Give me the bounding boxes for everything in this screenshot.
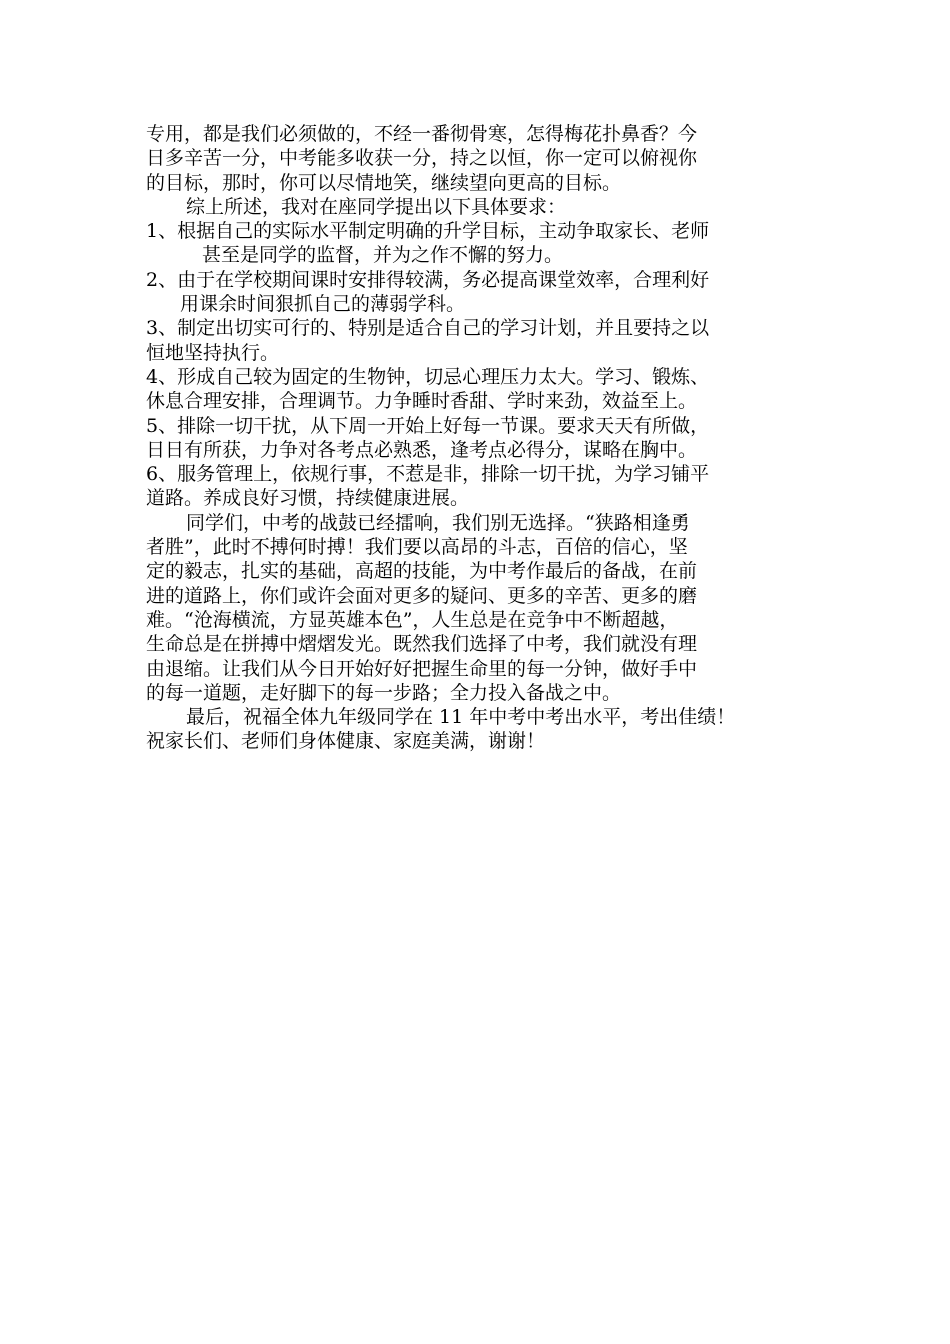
list-item-5-line: 5、排除一切干扰，从下周一开始上好每一节课。要求天天有所做，	[146, 414, 710, 437]
text-line: 的目标，那时，你可以尽情地笑，继续望向更高的目标。	[146, 171, 622, 194]
list-item-6-continuation: 道路。养成良好习惯，持续健康进展。	[146, 487, 470, 510]
text-line: 日多辛苦一分，中考能多收获一分，持之以恒，你一定可以俯视你	[146, 147, 698, 170]
list-item-5-continuation: 日日有所获，力争对各考点必熟悉，逢考点必得分，谋略在胸中。	[146, 438, 698, 461]
text-line: 难。“沧海横流，方显英雄本色”，人生总是在竞争中不断超越，	[146, 608, 679, 631]
list-item-6-line: 6、服务管理上，依规行事，不惹是非，排除一切干扰，为学习铺平	[146, 463, 710, 486]
text-line: 定的毅志，扎实的基础，高超的技能，为中考作最后的备战，在前	[146, 560, 698, 583]
list-item-2-continuation: 用课余时间狠抓自己的薄弱学科。	[180, 293, 466, 316]
document-body	[146, 122, 816, 754]
list-item-1-continuation: 甚至是同学的监督，并为之作不懈的努力。	[202, 244, 564, 267]
text-line: 由退缩。让我们从今日开始好好把握生命里的每一分钟，做好手中	[146, 657, 698, 680]
text-line: 进的道路上，你们或许会面对更多的疑问、更多的辛苦、更多的磨	[146, 584, 698, 607]
closing-line: 最后，祝福全体九年级同学在 11 年中考中考出水平，考出佳绩！	[186, 706, 736, 729]
text-line: 综上所述，我对在座同学提出以下具体要求：	[186, 195, 567, 218]
list-item-1-line: 1、根据自己的实际水平制定明确的升学目标，主动争取家长、老师	[146, 220, 710, 243]
list-item-4-line: 4、形成自己较为固定的生物钟，切忌心理压力太大。学习、锻炼、	[146, 365, 710, 388]
text-line: 生命总是在拼搏中熠熠发光。既然我们选择了中考，我们就没有理	[146, 633, 698, 656]
list-item-3-line: 3、制定出切实可行的、特别是适合自己的学习计划，并且要持之以	[146, 317, 710, 340]
list-item-4-continuation: 休息合理安排，合理调节。力争睡时香甜、学时来劲，效益至上。	[146, 390, 698, 413]
text-line: 专用，都是我们必须做的，不经一番彻骨寒，怎得梅花扑鼻香？今	[146, 123, 698, 145]
list-item-3-continuation: 恒地坚持执行。	[146, 341, 280, 364]
text-line: 者胜”，此时不搏何时搏！我们要以高昂的斗志，百倍的信心，坚	[146, 536, 688, 559]
text-line: 的每一道题，走好脚下的每一步路；全力投入备战之中。	[146, 681, 622, 704]
closing-line: 祝家长们、老师们身体健康、家庭美满，谢谢！	[146, 730, 546, 753]
text-line: 同学们，中考的战鼓已经擂响，我们别无选择。“狭路相逢勇	[186, 511, 690, 534]
list-item-2-line: 2、由于在学校期间课时安排得较满，务必提高课堂效率，合理利好	[146, 268, 710, 291]
